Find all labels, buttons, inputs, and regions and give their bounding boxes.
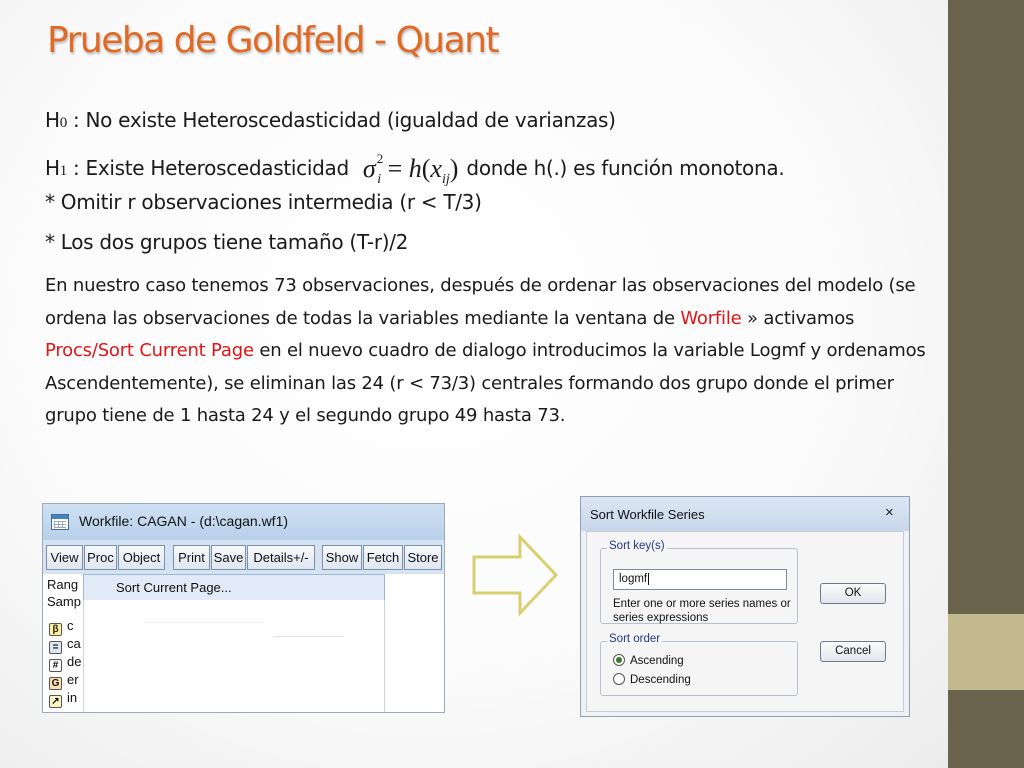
radio-unselected-icon [613, 673, 625, 685]
paragraph-part-3: en el nuevo cuadro de dialogo introducimos la variable Logmf y ordenamos Ascendentemente), se eliminan las 24 (r < 73/3) centrales formando dos grupo donde el primer grupo tiene de 1 hasta 24 y el segundo grupo 49 hasta 73. [45, 340, 926, 426]
descending-radio[interactable] [613, 673, 691, 687]
h0-text: : No existe Heteroscedasticidad (igualdad de varianzas) [66, 108, 616, 132]
toolbar-print-button[interactable]: Print [173, 545, 210, 570]
text-cursor [648, 573, 649, 585]
arrow-shape [474, 537, 556, 613]
workfile-toolbar [43, 540, 444, 574]
formula-close-paren: ) [449, 154, 459, 183]
menu-separator [274, 636, 344, 637]
highlight-workfile: Worfile [680, 307, 742, 329]
formula-variable: x [430, 154, 442, 183]
highlight-procs-sort: Procs/Sort Current Page [45, 340, 254, 361]
sort-order-label: Sort order [609, 633, 661, 645]
object-name: c [67, 618, 74, 633]
workfile-object[interactable] [49, 689, 77, 706]
dialog-body [586, 531, 904, 712]
h1-text: : Existe Heteroscedasticidad [66, 156, 349, 180]
range-label: Rang [47, 577, 79, 592]
toolbar-proc-button[interactable]: Proc [84, 545, 117, 570]
formula-variable-index: ij [441, 172, 450, 187]
scalar-icon: # [49, 659, 62, 672]
object-name: in [67, 690, 78, 705]
hypothesis-h0 [45, 108, 616, 132]
h1-label: H [45, 156, 60, 180]
sample-label: Samp [47, 594, 81, 609]
workfile-window [42, 503, 445, 713]
equation-icon: = [49, 641, 62, 654]
object-name: de [67, 654, 82, 669]
decorative-sidebar-accent [948, 614, 1024, 690]
object-name: ca [67, 636, 81, 651]
right-arrow-icon [470, 533, 560, 617]
formula-function: h [408, 154, 422, 183]
series-icon: ↗ [49, 695, 62, 708]
radio-selected-icon [613, 654, 625, 666]
sort-current-page-menu-item[interactable]: Sort Current Page... [83, 574, 385, 601]
workfile-titlebar [43, 504, 444, 540]
sort-workfile-series-dialog [580, 496, 910, 717]
formula-open-paren: ( [421, 154, 431, 183]
workfile-object[interactable] [49, 635, 81, 652]
workfile-object[interactable] [49, 653, 81, 670]
variance-formula [363, 151, 459, 188]
workfile-title: Workfile: CAGAN - (d:\cagan.wf1) [79, 513, 289, 529]
paragraph-part-1: En nuestro caso tenemos 73 observaciones, después de ordenar las observaciones del modelo (se ordena las observaciones de todas la variables mediante la ventana de [45, 275, 916, 329]
workfile-object[interactable] [49, 617, 74, 634]
sort-keys-group [600, 540, 798, 624]
dialog-title: Sort Workfile Series [590, 507, 705, 522]
descending-label: Descending [630, 674, 691, 686]
bullet-omit: * Omitir r observaciones intermedia (r < T/3) [45, 190, 482, 214]
toolbar-show-button[interactable]: Show [322, 545, 362, 570]
menu-separator [144, 622, 264, 623]
ascending-radio[interactable] [613, 654, 684, 668]
formula-index: i [377, 172, 382, 187]
sort-key-input[interactable] [613, 569, 787, 590]
formula-power: 2 [376, 151, 384, 166]
h0-label: H [45, 108, 60, 132]
paragraph-part-2: » activamos [741, 307, 855, 329]
explanation-paragraph [45, 270, 945, 433]
h0-subscript: 0 [59, 115, 67, 131]
formula-sigma: σ [362, 154, 376, 183]
toolbar-view-button[interactable]: View [46, 545, 83, 570]
slide-title: Prueba de Goldfeld - Quant [47, 20, 499, 61]
workfile-icon [51, 514, 69, 530]
toolbar-fetch-button[interactable]: Fetch [363, 545, 403, 570]
proc-menu-panel [83, 600, 385, 713]
workfile-info [47, 576, 81, 610]
sort-key-value: logmf [619, 573, 648, 585]
formula-equals: = [381, 154, 409, 183]
dialog-titlebar [581, 497, 909, 531]
ok-button[interactable]: OK [820, 583, 886, 604]
toolbar-store-button[interactable]: Store [404, 545, 442, 570]
workfile-object[interactable] [49, 671, 79, 688]
close-icon[interactable]: × [885, 504, 894, 521]
toolbar-details-button[interactable]: Details+/- [247, 545, 315, 570]
ascending-label: Ascending [630, 655, 684, 667]
coef-icon: β [49, 623, 62, 636]
bullet-groups: * Los dos grupos tiene tamaño (T-r)/2 [45, 230, 409, 254]
object-name: er [67, 672, 79, 687]
sort-order-group [600, 633, 798, 696]
h1-subscript: 1 [59, 163, 67, 179]
sort-key-hint: Enter one or more series names or series expressions [613, 598, 791, 624]
sort-keys-label: Sort key(s) [609, 540, 665, 552]
hypothesis-h1 [45, 149, 784, 186]
graph-icon: G [49, 677, 62, 690]
toolbar-object-button[interactable]: Object [118, 545, 165, 570]
h1-tail: donde h(.) es función monotona. [466, 156, 785, 180]
cancel-button[interactable]: Cancel [820, 641, 886, 662]
toolbar-save-button[interactable]: Save [211, 545, 246, 570]
